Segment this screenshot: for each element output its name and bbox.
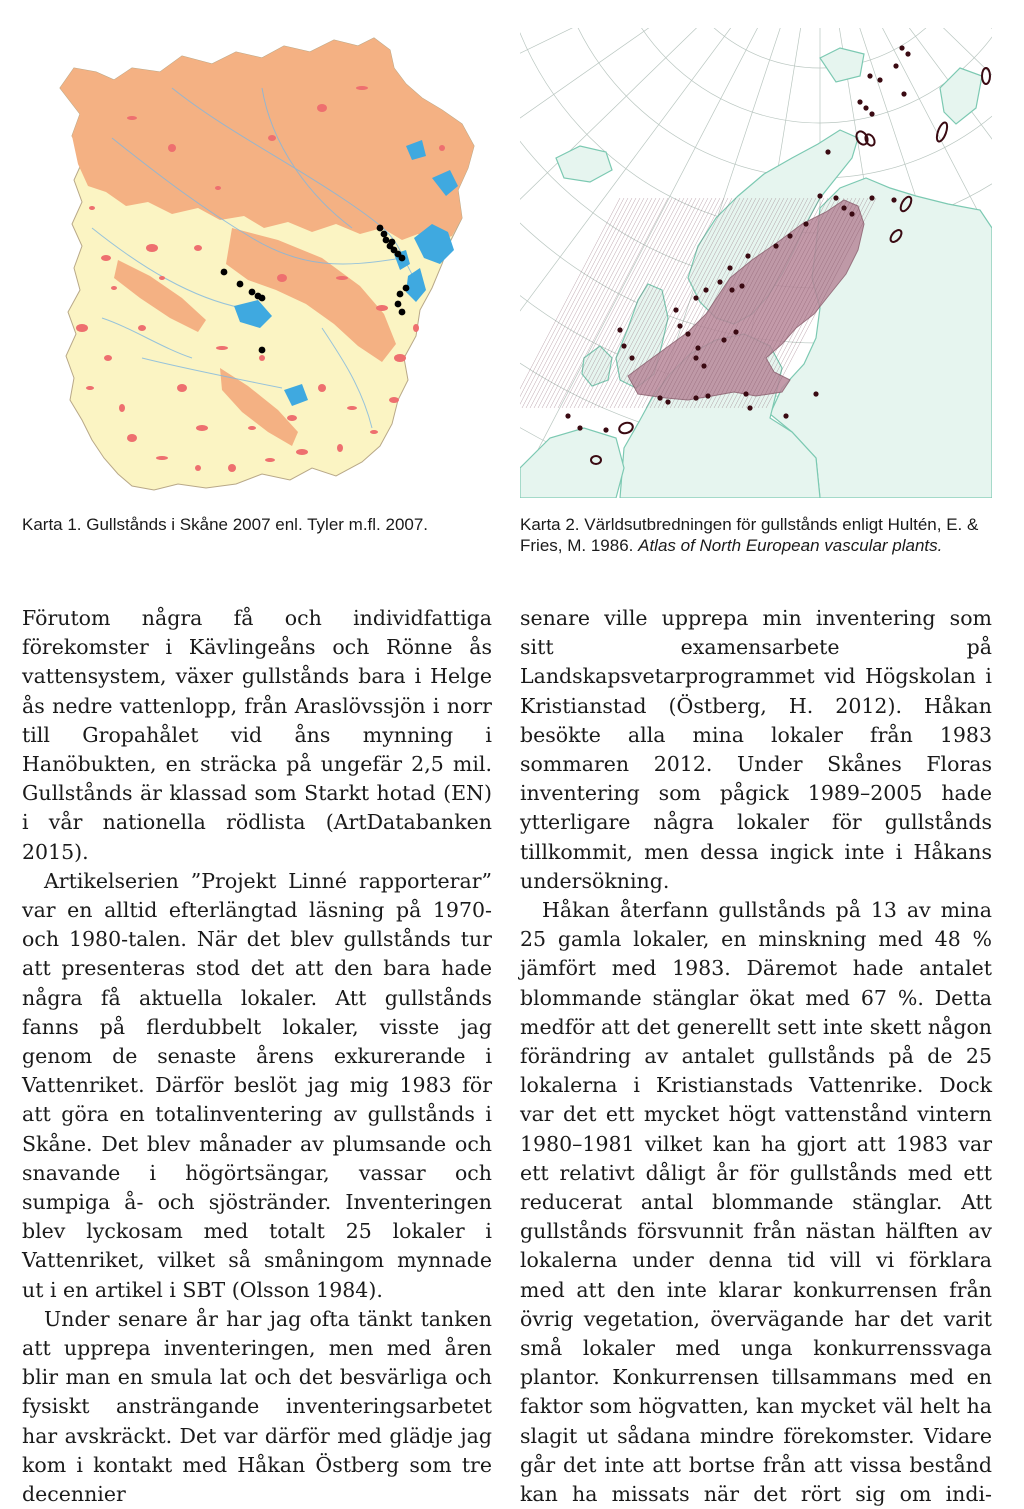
occurrence-dot [891, 197, 896, 202]
occurrence-dot [621, 343, 626, 348]
occurrence-dot [685, 331, 690, 336]
occurrence-dot [817, 193, 822, 198]
urban-area [413, 324, 419, 332]
map2-caption [520, 514, 1000, 556]
occurrence-dot [677, 323, 682, 328]
paragraph: senare ville upprepa min inventering som sitt examensarbete på Landskapsvetarprogrammet vid Högskolan i Kristianstad (Östberg, H. 2012). Håkan besökte alla mina lokaler från 1983 sommaren 2012. Under Skånes Floras inventering som pågick 1989–2005 hade ytterligare några lokaler för gullstånds tillkommit, men dessa ingick inte i Håkans undersökning. [520, 606, 992, 893]
occurrence-dot [673, 307, 678, 312]
occurrence-dot [259, 347, 266, 354]
occurrence-dot [841, 205, 846, 210]
paragraph: Artikelserien ”Projekt Linné rapporterar” var en alltid efterlängtad läsning på 1970- och 1980-talen. När det blev gullstånds tur att presenteras stod det att den bara hade några få aktuella lokaler. Att gullstånds fanns på flerdubbelt lokaler, visste jag genom de senaste årens exkurerande i Vattenriket. Därför beslöt jag mig 1983 för att göra en totalinventering av gullstånds i Skåne. Det blev månader av plumsande och snavande i högörtsängar, vassar och sumpiga å- och sjöstränder. Inventeringen blev lyckosam med totalt 25 lokaler i Vattenriket, vilket så småningom mynnade ut i en artikel i SBT (Olsson 1984). [22, 868, 492, 1302]
skane-distribution-map [22, 28, 488, 498]
occurrence-dot [249, 289, 256, 296]
urban-area [370, 430, 378, 434]
svalbard [820, 48, 864, 82]
urban-area [195, 465, 201, 471]
occurrence-dot [403, 285, 410, 292]
urban-area [336, 276, 348, 280]
occurrence-dot [665, 399, 670, 404]
isolated-population-4 [935, 121, 949, 143]
occurrence-dot [705, 393, 710, 398]
occurrence-dot [721, 337, 726, 342]
urban-area [248, 426, 256, 430]
occurrence-dot [863, 105, 868, 110]
occurrence-dot [905, 51, 910, 56]
occurrence-dot [825, 149, 830, 154]
hatch-line [520, 198, 628, 408]
paragraph: Under senare år har jag ofta tänkt tanken att upprepa inventeringen, men med åren blir man en smula lat och det besvärliga och fysiskt ansträngande inventeringsarbetet har avskräckt. Det var därför med glädje jag kom i kontakt med Håkan Östberg som tre decennier [22, 1306, 492, 1507]
urban-area [119, 404, 125, 412]
occurrence-dot [729, 287, 734, 292]
occurrence-dot [787, 233, 792, 238]
occurrence-dot [565, 413, 570, 418]
occurrence-dot [849, 211, 854, 216]
urban-area [159, 276, 165, 280]
occurrence-dot [693, 295, 698, 300]
body-column-right [520, 604, 992, 1509]
urban-area [86, 386, 94, 390]
occurrence-dot [717, 279, 722, 284]
occurrence-dot [617, 327, 622, 332]
urban-area [337, 444, 343, 452]
urban-area [228, 464, 236, 472]
occurrence-dot [739, 283, 744, 288]
occurrence-dot [259, 295, 266, 302]
occurrence-dot [577, 425, 582, 430]
occurrence-dot [701, 363, 706, 368]
iberia [520, 428, 624, 498]
occurrence-dot [693, 395, 698, 400]
occurrence-dot [901, 91, 906, 96]
occurrence-dot [813, 391, 818, 396]
occurrence-dot [747, 405, 752, 410]
occurrence-dot [395, 301, 402, 308]
occurrence-dot [693, 355, 698, 360]
urban-area [356, 86, 368, 90]
map2-caption-text: Karta 2. Världsutbredningen för gullstånds enligt Hultén, E. & Fries, M. 1986. [520, 515, 979, 555]
europe-distribution-map [520, 28, 992, 498]
urban-area [347, 406, 357, 410]
occurrence-dot [381, 231, 388, 238]
occurrence-dot [703, 287, 708, 292]
occurrence-dot [389, 239, 396, 246]
occurrence-dot [877, 77, 882, 82]
map1-caption: Karta 1. Gullstånds i Skåne 2007 enl. Tyler m.fl. 2007. [22, 515, 429, 534]
urban-area [76, 324, 88, 332]
urban-area [194, 245, 202, 251]
urban-area [101, 255, 111, 261]
urban-area [138, 325, 146, 331]
urban-area [318, 384, 326, 392]
urban-area [268, 135, 276, 141]
urban-area [156, 456, 168, 460]
body-column-left [22, 604, 492, 1509]
urban-area [317, 104, 327, 112]
iceland [556, 146, 612, 182]
urban-area [89, 206, 95, 210]
urban-area [127, 116, 137, 120]
occurrence-dot [733, 329, 738, 334]
occurrence-dot [783, 413, 788, 418]
occurrence-dot [727, 265, 732, 270]
skane-map-svg [22, 28, 488, 498]
occurrence-dot [893, 63, 898, 68]
urban-area [265, 458, 275, 462]
urban-area [104, 355, 112, 361]
occurrence-dot [833, 195, 838, 200]
occurrence-dot [867, 73, 872, 78]
occurrence-dot [603, 427, 608, 432]
urban-area [216, 346, 228, 350]
occurrence-dot [629, 355, 634, 360]
occurrence-dot [657, 395, 662, 400]
urban-area [376, 305, 388, 311]
occurrence-dot [221, 269, 228, 276]
paragraph: Förutom några få och individfattiga förekomster i Kävlingeåns och Rönne ås vattensystem, växer gullstånds bara i Helge ås nedre vattenlopp, från Araslövssjön i norr till Gropahålet vid åns mynning i Hanöbukten, en sträcka på ungefär 2,5 mil. Gullstånds är klassad som Starkt hotad (EN) i vår nationella rödlista (ArtDatabanken 2015). [22, 606, 492, 864]
urban-area [394, 354, 406, 362]
urban-area [277, 274, 287, 282]
urban-area [287, 415, 297, 421]
meridian-line [520, 28, 820, 109]
occurrence-dot [383, 237, 390, 244]
occurrence-dot [745, 253, 750, 258]
novaya-zemlya [940, 68, 982, 124]
europe-map-svg [520, 28, 992, 498]
urban-area [177, 384, 187, 392]
occurrence-dot [399, 255, 406, 262]
isolated-population-7 [618, 421, 635, 435]
urban-area [215, 186, 221, 190]
occurrence-dot [397, 291, 404, 298]
isolated-population-1 [982, 68, 990, 84]
hatch-line [522, 198, 632, 408]
urban-area [389, 397, 399, 403]
occurrence-dot [899, 45, 904, 50]
urban-area [127, 434, 137, 442]
occurrence-dot [857, 99, 862, 104]
urban-area [259, 355, 265, 361]
occurrence-dot [869, 111, 874, 116]
occurrence-dot [773, 243, 778, 248]
occurrence-dot [237, 281, 244, 288]
occurrence-dot [803, 221, 808, 226]
paragraph: Håkan återfann gullstånds på 13 av mina 25 gamla lokaler, en minskning med 48 % jämfört med 1983. Däremot hade antalet blommande stänglar ökat med 67 %. Detta medför att det generellt sett inte skett någon förändring av antalet gullstånds på de 25 lokalerna i Kristianstads Vattenrike. Dock var det ett mycket högt vattenstånd vintern 1980–1981 vilket kan ha gjort att 1983 var ett relativt dåligt år för gullstånds med ett reducerat antal blommande stänglar. Att gullstånds försvunnit från nästan hälften av lokalerna under denna tid vill vi förklara med att den inte klarar konkurrensen från övrig vegetation, övervägande har det varit små lokaler med unga konkurrenssvaga plantor. Konkurrensen tillsammans med en faktor som högvatten, kan mycket väl helt ha slagit ut sådana mindre förekomster. Vidare går det inte att bortse från att vissa bestånd kan ha missats när det rört sig om indi- [520, 898, 992, 1507]
urban-area [111, 286, 117, 290]
occurrence-dot [869, 195, 874, 200]
occurrence-dot [743, 391, 748, 396]
urban-area [168, 144, 176, 152]
occurrence-dot [377, 225, 384, 232]
urban-area [439, 145, 445, 151]
occurrence-dot [399, 309, 406, 316]
urban-area [196, 425, 208, 431]
map2-caption-reference: Atlas of North European vascular plants. [638, 536, 943, 555]
urban-area [296, 449, 308, 455]
occurrence-dot [695, 345, 700, 350]
urban-area [146, 244, 158, 252]
